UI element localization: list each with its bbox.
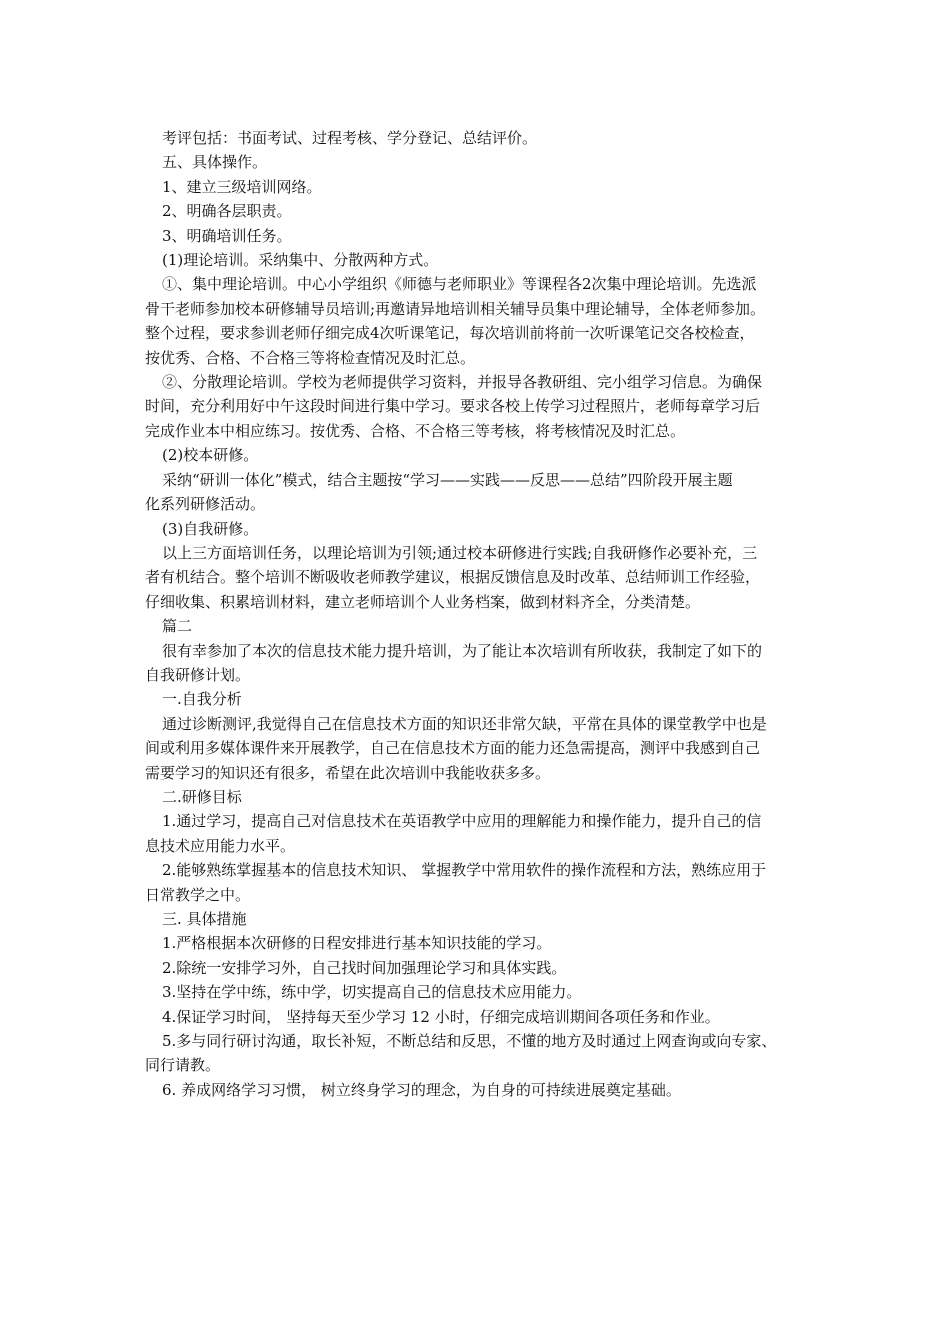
text-line: 考评包括：书面考试、过程考核、学分登记、总结评价。 — [162, 129, 538, 147]
text-line: 需要学习的知识还有很多，希望在此次培训中我能收获多多。 — [145, 763, 551, 782]
text-line: 五、具体操作。 — [162, 153, 268, 172]
document-body — [145, 126, 810, 1102]
text-line: 三. 具体措施 — [162, 910, 247, 928]
text-line: ②、分散理论培训。学校为老师提供学习资料，并报导各教研组、完小组学习信息。为确保 — [162, 373, 763, 392]
text-line: (2)校本研修。 — [162, 446, 259, 465]
text-line: 日常教学之中。 — [145, 885, 251, 904]
text-line: 篇二 — [162, 617, 193, 636]
text-line: 完成作业本中相应练习。按优秀、合格、不合格三等考核，将考核情况及时汇总。 — [145, 421, 686, 440]
text-line: 以上三方面培训任务，以理论培训为引领;通过校本研修进行实践;自我研修作必要补充，三 — [162, 543, 758, 562]
text-line: 通过诊断测评,我觉得自己在信息技术方面的知识还非常欠缺，平常在具体的课堂教学中也是 — [162, 714, 767, 733]
text-line: 自我研修计划。 — [145, 665, 251, 684]
text-line: 6. 养成网络学习习惯， 树立终身学习的理念，为自身的可持续进展奠定基础。 — [162, 1080, 681, 1099]
text-line: 2、明确各层职责。 — [162, 202, 292, 221]
text-line: 时间，充分利用好中午这段时间进行集中学习。要求各校上传学习过程照片，老师每章学习后 — [145, 397, 761, 416]
text-line: 者有机结合。整个培训不断吸收老师教学建议，根据反馈信息及时改革、总结师训工作经验， — [145, 568, 761, 587]
text-line: 按优秀、合格、不合格三等将检查情况及时汇总。 — [145, 348, 476, 367]
text-line: 二.研修目标 — [162, 787, 242, 806]
text-line: 息技术应用能力水平。 — [145, 836, 296, 855]
text-line: (3)自我研修。 — [162, 519, 259, 538]
text-line: 1、建立三级培训网络。 — [162, 177, 322, 196]
text-line: 4.保证学习时间， 坚持每天至少学习 12 小时，仔细完成培训期间各项任务和作业。 — [162, 1007, 720, 1026]
text-line: 同行请教。 — [145, 1056, 221, 1075]
text-line: 2.能够熟练掌握基本的信息技术知识、 掌握教学中常用软件的操作流程和方法，熟练应用于 — [162, 861, 767, 880]
text-line: 间或利用多媒体课件来开展教学，自己在信息技术方面的能力还急需提高，测评中我感到自己 — [145, 739, 761, 758]
text-line: 骨干老师参加校本研修辅导员培训;再邀请异地培训相关辅导员集中理论辅导，全体老师参加。 — [145, 299, 766, 318]
text-line: (1)理论培训。采纳集中、分散两种方式。 — [162, 251, 439, 270]
text-line: 1.通过学习，提高自己对信息技术在英语教学中应用的理解能力和操作能力，提升自己的信 — [162, 812, 762, 831]
text-line: 化系列研修活动。 — [145, 495, 266, 514]
text-line: 5.多与同行研讨沟通，取长补短，不断总结和反思，不懂的地方及时通过上网查询或向专家、 — [162, 1032, 777, 1051]
text-line: 采纳“研训一体化”模式，结合主题按“学习——实践——反思——总结”四阶段开展主题 — [162, 470, 733, 489]
text-line: 很有幸参加了本次的信息技术能力提升培训，为了能让本次培训有所收获，我制定了如下的 — [162, 641, 763, 660]
text-line: 3.坚持在学中练，练中学，切实提高自己的信息技术应用能力。 — [162, 983, 582, 1002]
text-line: 3、明确培训任务。 — [162, 226, 292, 245]
text-line: 1.严格根据本次研修的日程安排进行基本知识技能的学习。 — [162, 934, 552, 953]
text-line: 整个过程，要求参训老师仔细完成4次听课笔记，每次培训前将前一次听课笔记交各校检查， — [145, 324, 755, 343]
text-line: ①、集中理论培训。中心小学组织《师德与老师职业》等课程各2次集中理论培训。先选派 — [162, 275, 757, 294]
text-line: 仔细收集、积累培训材料，建立老师培训个人业务档案，做到材料齐全，分类清楚。 — [145, 592, 701, 611]
text-line: 2.除统一安排学习外，自己找时间加强理论学习和具体实践。 — [162, 958, 567, 977]
text-line: 一.自我分析 — [162, 690, 242, 709]
